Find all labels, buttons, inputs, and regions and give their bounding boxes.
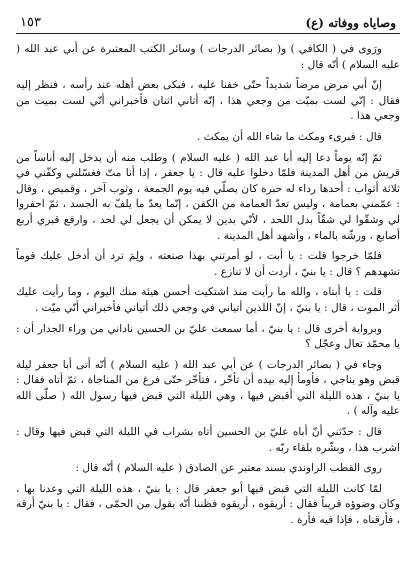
paragraph: ورَوى في ( الكافي ) و( بصائر الدرجات ) وسائر الكتب المعتبرة عن أبي عبد الله ( عليه السلام ) أنّه قال : [16, 43, 400, 71]
paragraph: ثمّ إنّه يوماً دعا إليه أبا عبد الله ( عليه السلام ) وطلب منه أن يدخل إليه أناساً من قريش من أهل المدينة فلمّا دخلوا عليه قال : يا جعفر ، إذا أنا متّ فغسّلني وكفّني في ثلاثة أثواب : أحدها رداء له حبرة كان يصلّي فيه يوم الجمعة ، وثوب آخر ، وقميص ، وقال : عمّمني بعمامة ، وليس تعدّ العمامة من الكفن ، إنّما يعدّ ما يلفّ به الجسد ، ثمّ احفروا لي وشقّوا لي شقّاً بدل اللحد ، لأنّي بدين لا يمكن أن يجعل لي لحد ، وارفع قبري أربع أصابع ، ورشّه بالماء ، وأشهد أهل المدينة . [16, 151, 400, 242]
page-number: ١٥٣ [20, 15, 41, 30]
paragraph: لمّا كانت الليلة التي قبض فيها أبو جعفر قال : يا بنيّ ، هذه الليلة التي وعدنا بها ، وكان وضوؤه قريباً فقال : أريقوه ، أريقوه فظننا أنّه يقول من الحمّى ، فقال : يا بنيّ أرقه ، فأرقناه ، فإذا فيه فأرة . [16, 482, 400, 527]
page-body [16, 42, 400, 529]
paragraph: قال : حدّثني أنّ أباه عليّ بن الحسين أتاه بشراب في الليلة التي قبض فيها وقال : اشرب هذا ، وبشّره بلقاء ربّه . [16, 426, 400, 454]
paragraph: وجاء في ( بصائر الدرجات ) عن أبي عبد الله ( عليه السلام ) أنّه أتى أبا جعفر ليلة قبض وهو يناجي ، فأومأ إليه بيده أن تأخّر ، فتأخّر حتّى فرغ من المناجاة ، ثمّ أتاه فقال : يا بنيّ ، هذه الليلة التي أقبض فيها ، وهي الليلة التي قبض فيها رسول الله ( صلّى الله عليه وآله ) . [16, 358, 400, 418]
page-header [16, 10, 400, 34]
paragraph: إنّ أبي مرض مرضاً شديداً حتّى خفنا عليه ، فبكى بعض أهله عند رأسه ، فنظر إليه فقال : إنّي لست بميّت من وجعي هذا ، إنّه أتاني اثنان فأخبراني أنّي لست بميت من وجعي هذا . [16, 79, 400, 123]
paragraph: فلمّا خرجوا قلت : يا أبت ، لو أمرتني بهذا صنعته ، ولِمَ ترد أن أدخل عليك قوماً تشهدهم ؟ قال : يا بنيّ ، أردت أن لا تنازع . [16, 250, 400, 278]
paragraph: وبرواية أخرى قال : يا بنيّ ، أما سمعت عليّ بن الحسين ناداني من وراء الجدار أن : يا محمّد تعال وعجّل ؟ [16, 322, 400, 351]
running-title: وصاياه ووفاته (ع) [305, 16, 396, 30]
paragraph: روى القطب الراوندي بسند معتبر عن الصادق ( عليه السلام ) أنّه قال : [75, 462, 382, 475]
paragraph: قلت : يا أبتاه ، والله ما رأيت منذ اشتكيت أحسن هيئة منك اليوم ، وما رأيت عليك أثر الموت ، قال : يا بنيّ ، إنّ اللذين أتياني في وجعي ذلك أتياني فأخبراني أنّي ميّت . [16, 286, 400, 314]
paragraph: قال : فبرىء ومكث ما شاء الله أن يمكث . [196, 130, 382, 143]
